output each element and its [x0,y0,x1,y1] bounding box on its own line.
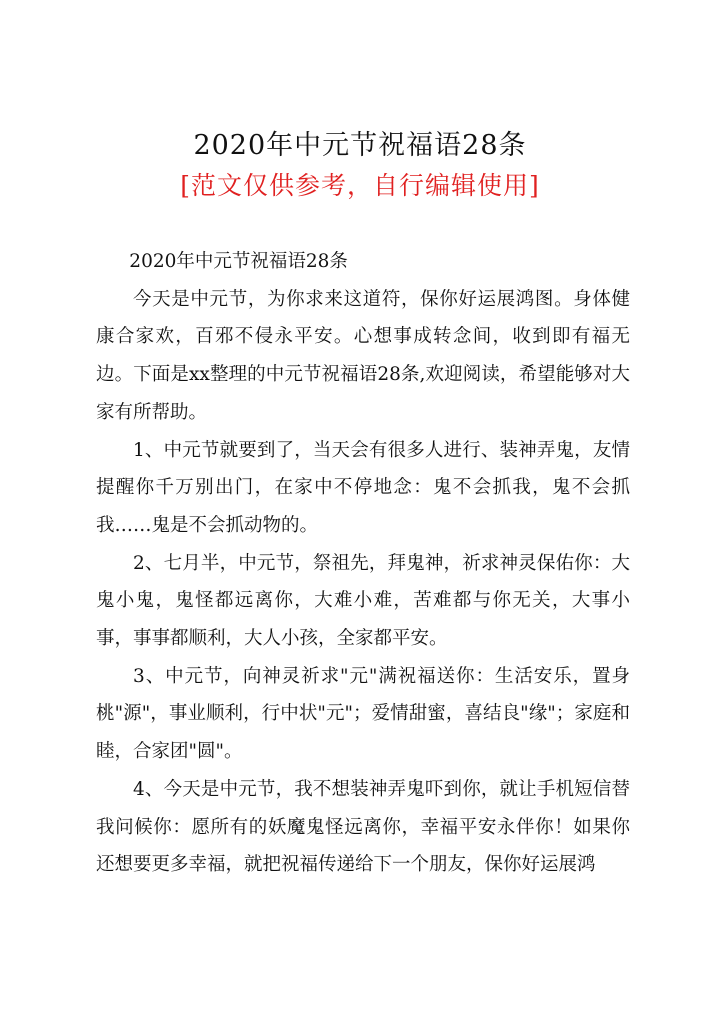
document-title: 2020年中元节祝福语28条 [193,130,527,161]
intro-paragraph: 今天是中元节，为你求来这道符，保你好运展鸿图。身体健康合家欢，百邪不侵永平安。心想事成转念间，收到即有福无边。下面是xx整理的中元节祝福语28条,欢迎阅读，希望能够对大家有所帮助。 [96,288,630,423]
document-subtitle: [范文仅供参考，自行编辑使用] [180,171,540,200]
body-heading: 2020年中元节祝福语28条 [129,251,348,272]
blessing-paragraph-3: 3、中元节，向神灵祈求"元"满祝福送你：生活安乐，置身桃"源"，事业顺利，行中状"元"；爱情甜蜜，喜结良"缘"；家庭和睦，合家团"圆"。 [96,665,630,763]
blessing-paragraph-1: 1、中元节就要到了，当天会有很多人进行、装神弄鬼，友情提醒你千万别出门，在家中不停地念：鬼不会抓我，鬼不会抓我……鬼是不会抓动物的。 [96,439,630,536]
blessing-paragraph-4: 4、今天是中元节，我不想装神弄鬼吓到你，就让手机短信替我问候你：愿所有的妖魔鬼怪远离你，幸福平安永伴你！如果你还想要更多幸福，就把祝福传递给下一个朋友，保你好运展鸿 [96,778,630,876]
document-body [96,243,630,884]
blessing-paragraph-2: 2、七月半，中元节，祭祖先，拜鬼神，祈求神灵保佑你：大鬼小鬼，鬼怪都远离你，大难小难，苦难都与你无关，大事小事，事事都顺利，大人小孩，全家都平安。 [96,552,630,650]
